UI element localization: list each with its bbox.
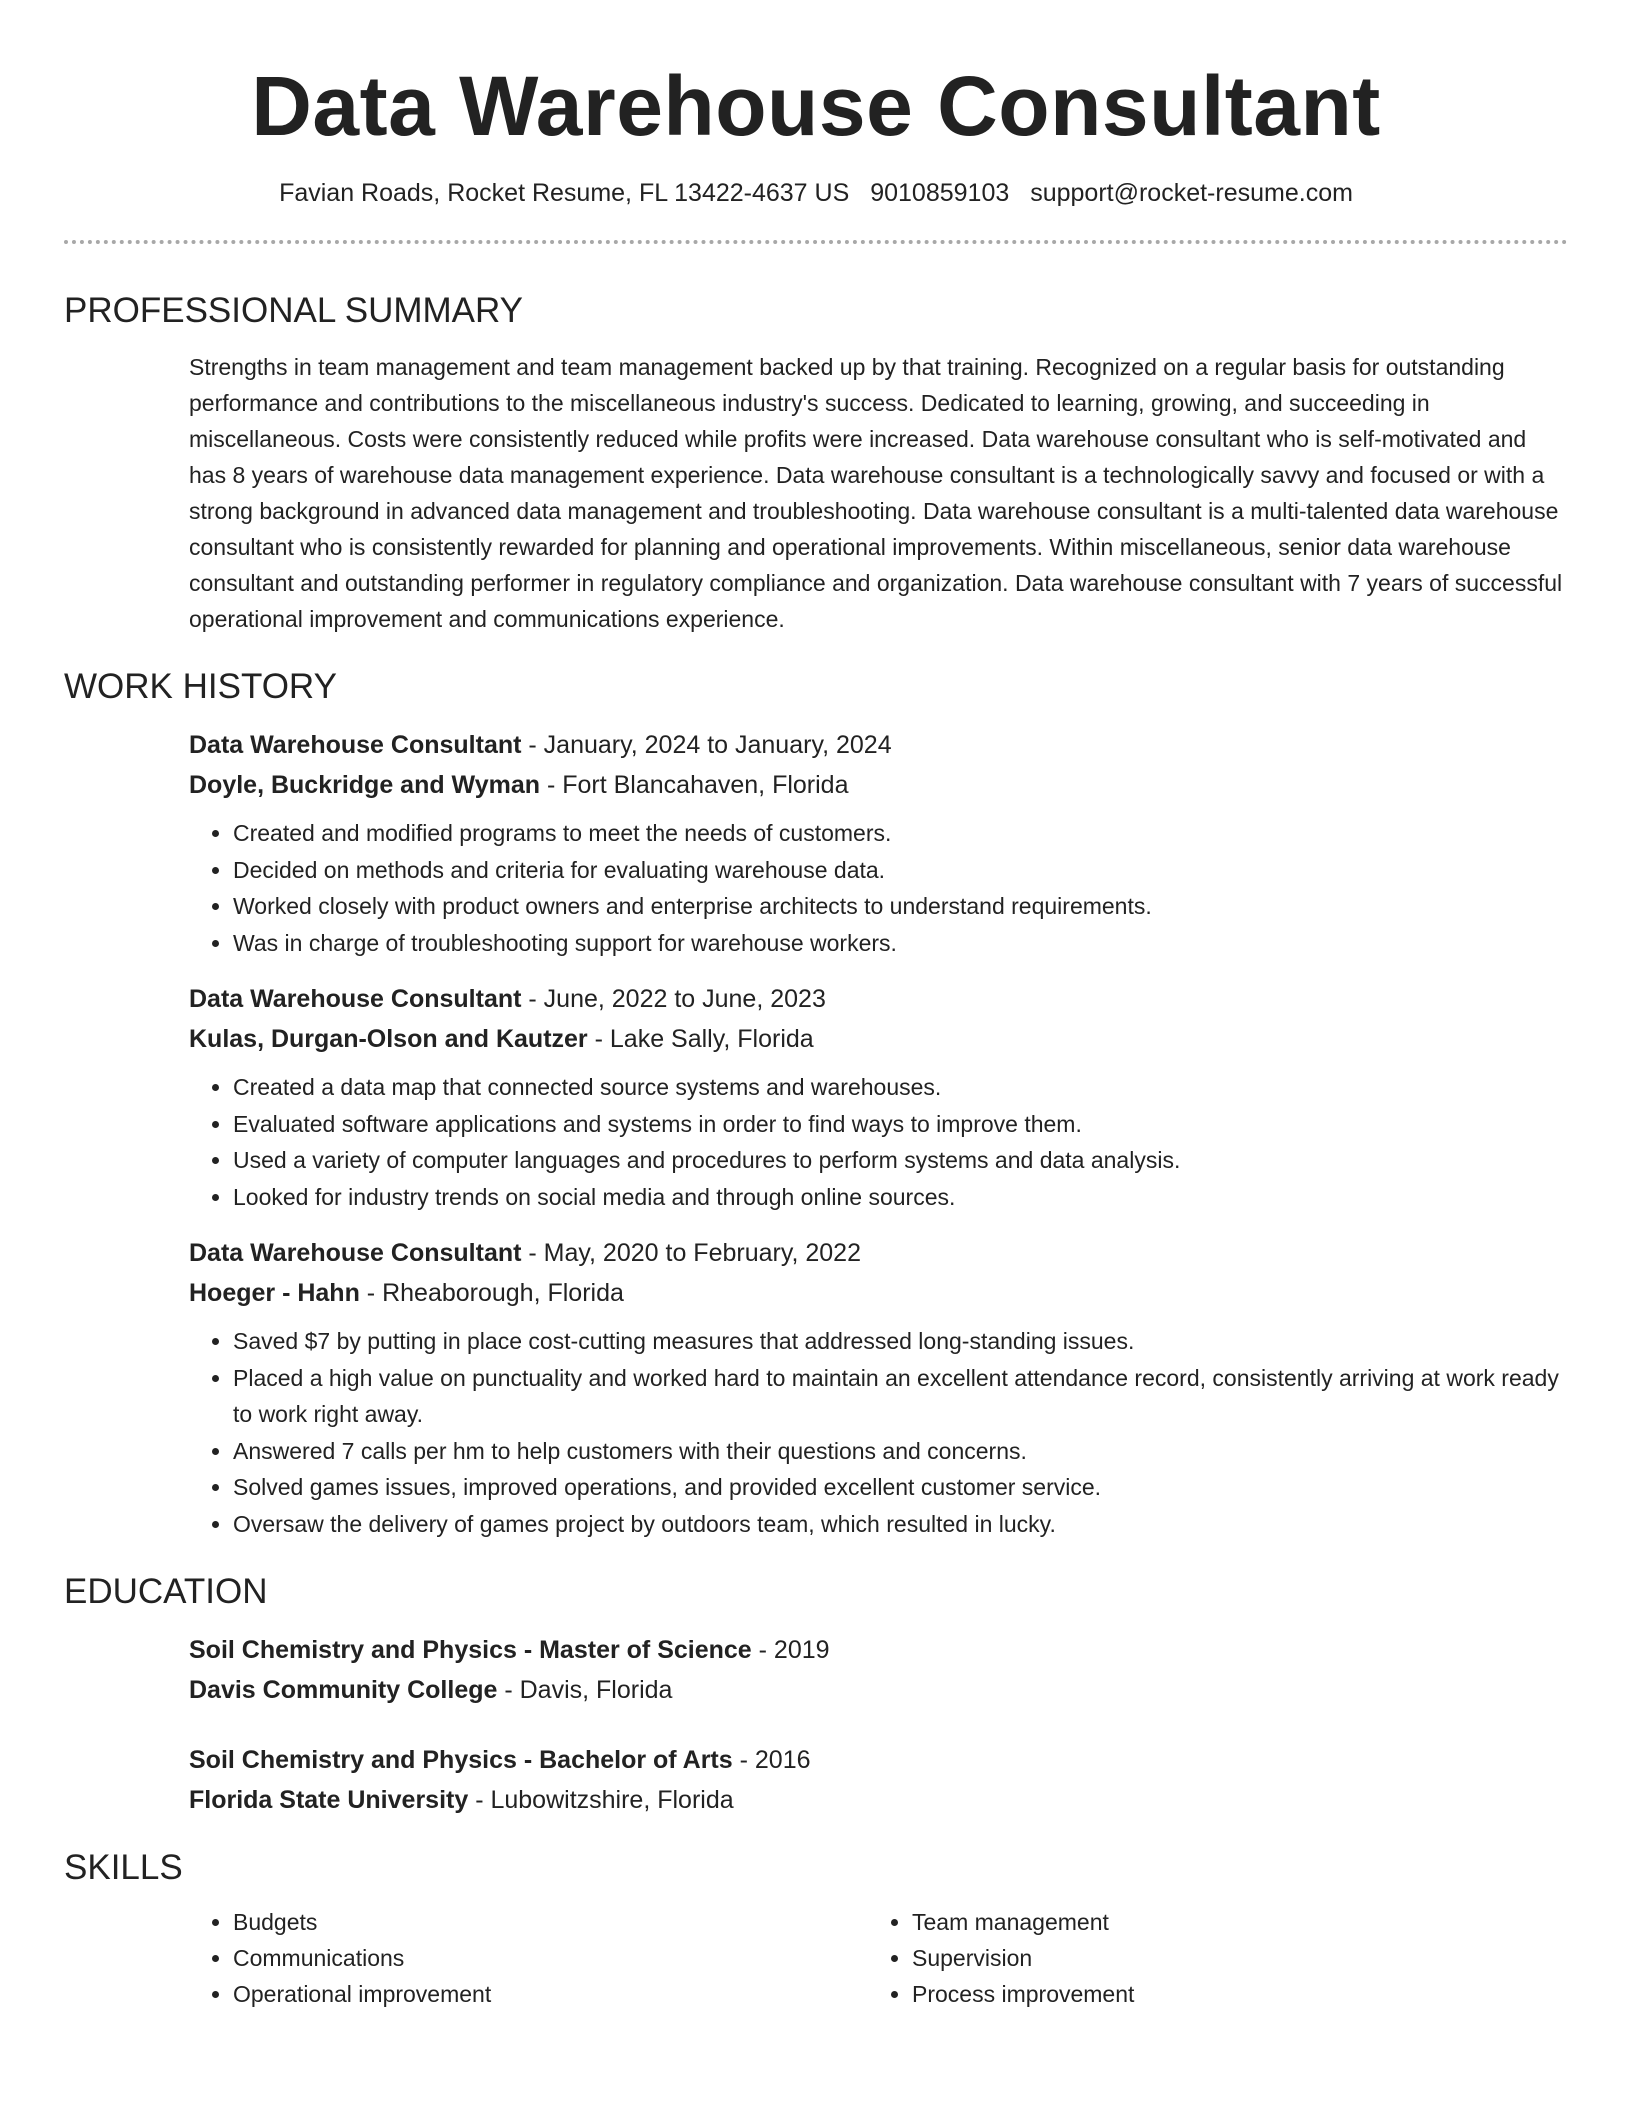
education-year: - 2016 xyxy=(732,1746,811,1774)
header-divider xyxy=(64,240,1568,244)
job-dates: - January, 2024 to January, 2024 xyxy=(521,731,892,759)
education-degree-line xyxy=(189,1740,1568,1780)
section-title-summary: PROFESSIONAL SUMMARY xyxy=(64,291,523,330)
section-title-education: EDUCATION xyxy=(64,1572,268,1611)
job-bullet: • Created and modified programs to meet the needs of customers. xyxy=(233,815,1568,852)
education-year: - 2019 xyxy=(751,1636,830,1664)
skill-item: • Communications xyxy=(233,1940,868,1976)
skills-section xyxy=(64,1846,1568,2012)
job-title-line xyxy=(189,725,1568,765)
job-company-line xyxy=(189,1019,1568,1059)
job-bullet: • Solved games issues, improved operations, and provided excellent customer service. xyxy=(233,1469,1568,1506)
job-bullet: • Evaluated software applications and systems in order to find ways to improve them. xyxy=(233,1106,1568,1143)
job-bullets xyxy=(189,1323,1568,1542)
education-entry xyxy=(189,1740,1568,1820)
work-content xyxy=(189,725,1568,1542)
job-entry xyxy=(189,1233,1568,1542)
job-company: Kulas, Durgan-Olson and Kautzer xyxy=(189,1025,588,1053)
job-role: Data Warehouse Consultant xyxy=(189,1239,522,1267)
job-bullet: • Answered 7 calls per hm to help customers with their questions and concerns. xyxy=(233,1433,1568,1470)
work-history-section xyxy=(64,665,1568,1542)
job-dates: - June, 2022 to June, 2023 xyxy=(521,985,826,1013)
education-content xyxy=(189,1630,1568,1820)
section-title-work: WORK HISTORY xyxy=(64,667,337,706)
job-role: Data Warehouse Consultant xyxy=(189,731,522,759)
job-company-line xyxy=(189,1273,1568,1313)
job-location: - Rheaborough, Florida xyxy=(359,1279,624,1307)
skill-item: • Team management xyxy=(912,1904,1547,1940)
education-school-line xyxy=(189,1780,1568,1820)
skills-content xyxy=(189,1904,1568,2012)
job-bullet: • Worked closely with product owners and enterprise architects to understand requirements. xyxy=(233,888,1568,925)
education-location: - Davis, Florida xyxy=(497,1676,673,1704)
job-bullet: • Looked for industry trends on social media and through online sources. xyxy=(233,1179,1568,1216)
job-bullet: • Created a data map that connected source systems and warehouses. xyxy=(233,1069,1568,1106)
job-bullet: • Placed a high value on punctuality and worked hard to maintain an excellent attendance record, consistently arriving at work ready to work right away. xyxy=(233,1360,1568,1433)
summary-content xyxy=(189,349,1568,637)
job-bullet: • Decided on methods and criteria for evaluating warehouse data. xyxy=(233,852,1568,889)
summary-section xyxy=(64,289,1568,637)
job-bullet: • Was in charge of troubleshooting support for warehouse workers. xyxy=(233,925,1568,962)
job-entry xyxy=(189,979,1568,1215)
section-title-skills: SKILLS xyxy=(64,1848,183,1887)
job-title-line xyxy=(189,1233,1568,1273)
contact-email: support@rocket-resume.com xyxy=(1030,179,1353,207)
education-school: Florida State University xyxy=(189,1786,469,1814)
education-section xyxy=(64,1570,1568,1820)
contact-line xyxy=(0,176,1632,210)
job-dates: - May, 2020 to February, 2022 xyxy=(521,1239,861,1267)
skills-column-right xyxy=(868,1904,1547,2012)
education-school: Davis Community College xyxy=(189,1676,498,1704)
job-bullets xyxy=(189,815,1568,961)
contact-address: Favian Roads, Rocket Resume, FL 13422-4637 US xyxy=(279,179,850,207)
job-bullet: • Used a variety of computer languages and procedures to perform systems and data analysis. xyxy=(233,1142,1568,1179)
education-degree: Soil Chemistry and Physics - Bachelor of Arts xyxy=(189,1746,733,1774)
skill-item: • Budgets xyxy=(233,1904,868,1940)
job-company: Hoeger - Hahn xyxy=(189,1279,360,1307)
job-bullet: • Saved $7 by putting in place cost-cutting measures that addressed long-standing issues. xyxy=(233,1323,1568,1360)
education-school-line xyxy=(189,1670,1568,1710)
job-bullet: • Oversaw the delivery of games project by outdoors team, which resulted in lucky. xyxy=(233,1506,1568,1543)
education-degree-line xyxy=(189,1630,1568,1670)
job-location: - Fort Blancahaven, Florida xyxy=(540,771,849,799)
summary-text: Strengths in team management and team management backed up by that training. Recognized on a regular basis for outstanding performance and contributions to the miscellaneous industry's success. Dedicated to learning, growing, and succeeding in miscellaneous. Costs were consistently reduced while profits were increased. Data warehouse consultant who is self-motivated and has 8 years of warehouse data management experience. Data warehouse consultant is a technologically savvy and focused or with a strong background in advanced data management and troubleshooting. Data warehouse consultant is a multi-talented data warehouse consultant who is consistently rewarded for planning and operational improvements. Within miscellaneous, senior data warehouse consultant and outstanding performer in regulatory compliance and organization. Data warehouse consultant with 7 years of successful operational improvement and communications experience. xyxy=(189,354,1563,632)
job-entry xyxy=(189,725,1568,961)
skills-grid xyxy=(189,1904,1568,2012)
job-role: Data Warehouse Consultant xyxy=(189,985,522,1013)
skill-item: • Operational improvement xyxy=(233,1976,868,2012)
education-location: - Lubowitzshire, Florida xyxy=(468,1786,734,1814)
contact-phone: 9010859103 xyxy=(870,179,1010,207)
candidate-name: Data Warehouse Consultant xyxy=(251,59,1381,153)
skill-item: • Supervision xyxy=(912,1940,1547,1976)
job-company: Doyle, Buckridge and Wyman xyxy=(189,771,541,799)
skills-column-left xyxy=(189,1904,868,2012)
education-degree: Soil Chemistry and Physics - Master of Science xyxy=(189,1636,752,1664)
job-bullets xyxy=(189,1069,1568,1215)
job-company-line xyxy=(189,765,1568,805)
job-title-line xyxy=(189,979,1568,1019)
education-entry xyxy=(189,1630,1568,1710)
skill-item: • Process improvement xyxy=(912,1976,1547,2012)
resume-header xyxy=(0,0,1632,210)
job-location: - Lake Sally, Florida xyxy=(587,1025,814,1053)
